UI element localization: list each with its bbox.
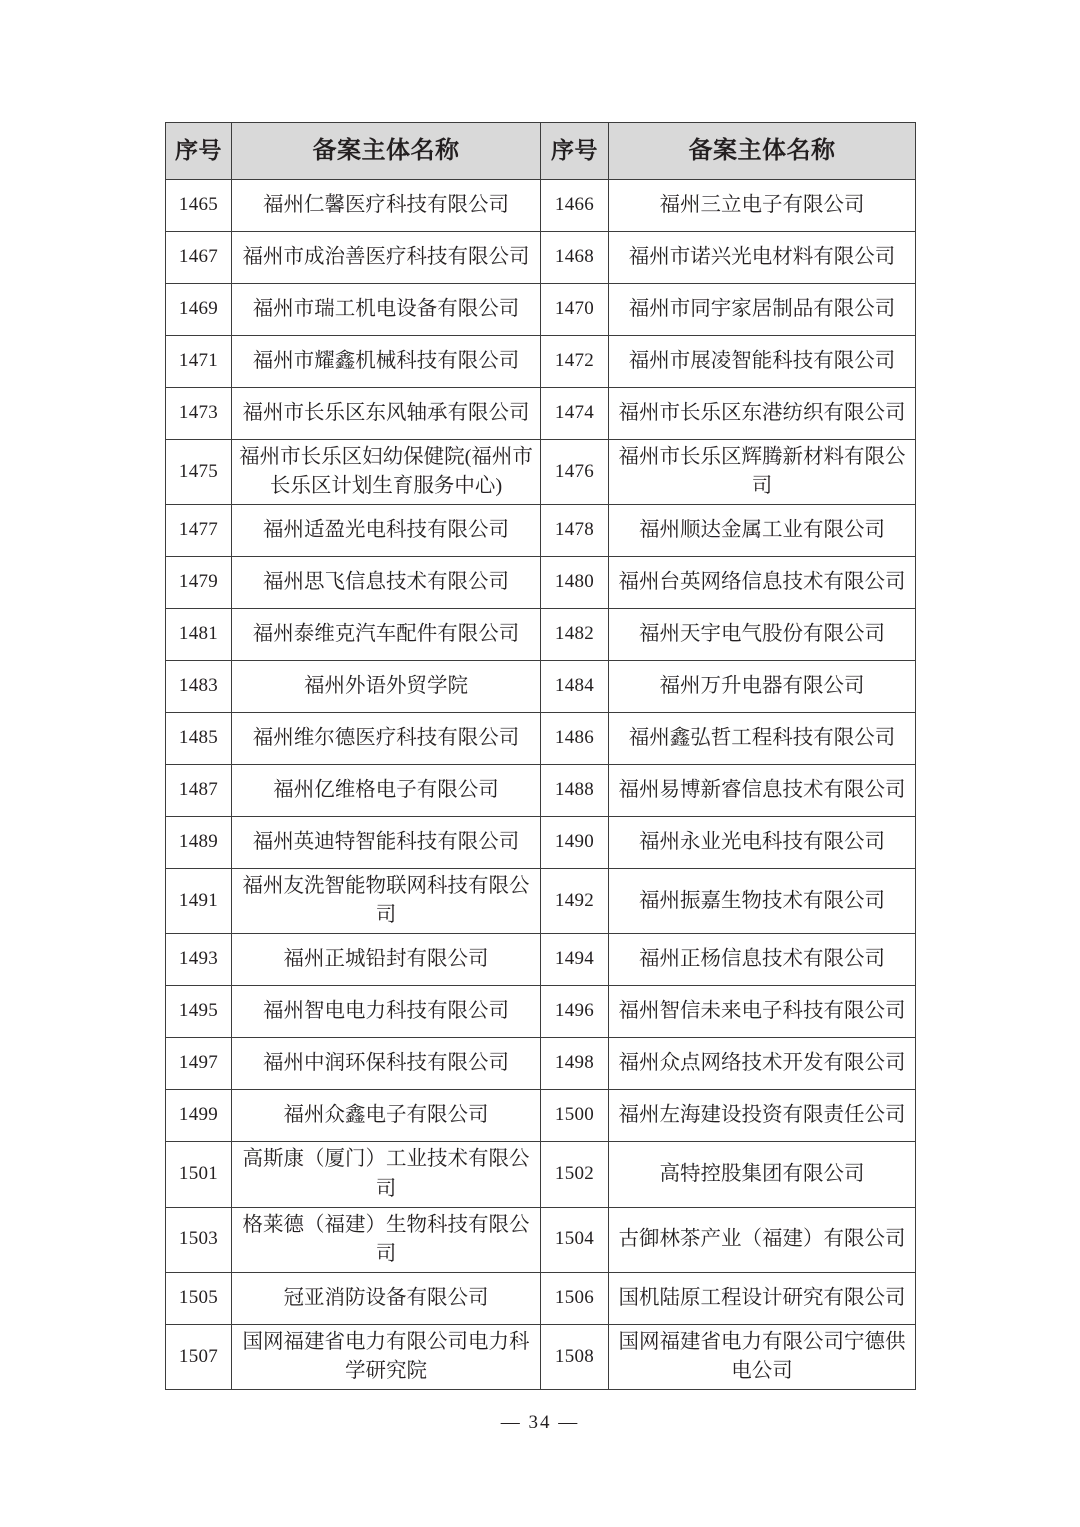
cell-name-left: [232, 1090, 541, 1142]
cell-seq-left: 1477: [166, 505, 232, 557]
table-row: [166, 557, 916, 609]
cell-seq-left: 1467: [166, 232, 232, 284]
cell-seq-right: 1478: [541, 505, 609, 557]
cell-name-left-text: 福州泰维克汽车配件有限公司: [252, 623, 520, 646]
cell-seq-left: 1471: [166, 336, 232, 388]
cell-name-right-text: 福州智信未来电子科技有限公司: [618, 1000, 906, 1023]
cell-seq-right: 1470: [541, 284, 609, 336]
table-row: [166, 284, 916, 336]
cell-name-right-text: 福州众点网络技术开发有限公司: [618, 1052, 906, 1075]
cell-name-right-text: 福州台英网络信息技术有限公司: [618, 571, 906, 594]
cell-seq-left: 1469: [166, 284, 232, 336]
cell-name-left: [232, 661, 541, 713]
cell-seq-right: 1504: [541, 1207, 609, 1272]
cell-name-right: [609, 817, 916, 869]
cell-name-right: [609, 232, 916, 284]
table-row: [166, 713, 916, 765]
cell-name-left: [232, 505, 541, 557]
cell-seq-right: 1472: [541, 336, 609, 388]
table-row: [166, 1090, 916, 1142]
cell-seq-right: 1502: [541, 1142, 609, 1207]
table-row: [166, 1142, 916, 1207]
cell-seq-right: 1498: [541, 1038, 609, 1090]
table-row: [166, 336, 916, 388]
table-row: [166, 661, 916, 713]
cell-name-right: [609, 440, 916, 505]
cell-name-left-text: 高斯康（厦门）工业技术有限公司: [242, 1148, 530, 1200]
cell-name-right-text: 福州市同宇家居制品有限公司: [628, 297, 896, 320]
column-header-name-left: 备案主体名称: [232, 123, 541, 180]
cell-name-right: [609, 388, 916, 440]
cell-name-right: [609, 557, 916, 609]
cell-name-right-text: 福州易博新睿信息技术有限公司: [618, 779, 906, 802]
table-row: [166, 934, 916, 986]
cell-name-right: [609, 609, 916, 661]
cell-name-left-text: 福州众鑫电子有限公司: [283, 1104, 489, 1127]
cell-name-left-text: 福州市瑞工机电设备有限公司: [252, 297, 520, 320]
table-row: [166, 1038, 916, 1090]
cell-seq-left: 1479: [166, 557, 232, 609]
cell-name-left: [232, 765, 541, 817]
cell-seq-left: 1507: [166, 1324, 232, 1389]
cell-seq-right: 1466: [541, 180, 609, 232]
cell-name-left: [232, 284, 541, 336]
cell-name-left: [232, 869, 541, 934]
table-body: [166, 180, 916, 1390]
cell-seq-right: 1480: [541, 557, 609, 609]
cell-name-right: [609, 1324, 916, 1389]
cell-name-left-text: 福州智电电力科技有限公司: [263, 1000, 509, 1023]
cell-name-right: [609, 869, 916, 934]
cell-seq-left: 1489: [166, 817, 232, 869]
cell-name-right: [609, 180, 916, 232]
cell-name-right: [609, 284, 916, 336]
cell-name-right-text: 福州鑫弘哲工程科技有限公司: [628, 727, 896, 750]
cell-name-right-text: 福州市长乐区辉腾新材料有限公司: [618, 446, 906, 498]
table-row: [166, 180, 916, 232]
cell-name-left: [232, 180, 541, 232]
cell-name-left: [232, 986, 541, 1038]
cell-name-left-text: 福州亿维格电子有限公司: [273, 779, 499, 802]
cell-seq-left: 1483: [166, 661, 232, 713]
cell-name-right-text: 福州市长乐区东港纺织有限公司: [618, 401, 906, 424]
cell-seq-left: 1493: [166, 934, 232, 986]
cell-name-right-text: 福州顺达金属工业有限公司: [639, 519, 885, 542]
cell-name-right: [609, 336, 916, 388]
cell-seq-right: 1486: [541, 713, 609, 765]
cell-seq-left: 1473: [166, 388, 232, 440]
cell-name-right-text: 福州市展凌智能科技有限公司: [628, 349, 896, 372]
cell-name-left-text: 福州市长乐区东风轴承有限公司: [242, 401, 530, 424]
cell-name-right: [609, 1090, 916, 1142]
cell-name-left: [232, 934, 541, 986]
table-row: [166, 609, 916, 661]
cell-name-left-text: 福州适盈光电科技有限公司: [263, 519, 509, 542]
cell-name-left-text: 福州仁馨医疗科技有限公司: [263, 193, 509, 216]
cell-name-left-text: 福州英迪特智能科技有限公司: [252, 831, 520, 854]
cell-seq-left: 1503: [166, 1207, 232, 1272]
cell-name-left: [232, 557, 541, 609]
cell-seq-left: 1481: [166, 609, 232, 661]
cell-name-right-text: 福州振嘉生物技术有限公司: [639, 889, 885, 912]
cell-name-right-text: 国网福建省电力有限公司宁德供电公司: [618, 1330, 906, 1382]
table-row: [166, 986, 916, 1038]
cell-name-right-text: 福州市诺兴光电材料有限公司: [628, 245, 896, 268]
cell-seq-left: 1465: [166, 180, 232, 232]
cell-name-right: [609, 1038, 916, 1090]
table-row: [166, 440, 916, 505]
cell-name-left: [232, 1038, 541, 1090]
cell-name-right: [609, 713, 916, 765]
cell-seq-left: 1499: [166, 1090, 232, 1142]
cell-seq-right: 1468: [541, 232, 609, 284]
cell-seq-left: 1487: [166, 765, 232, 817]
cell-name-left: [232, 1142, 541, 1207]
cell-name-left: [232, 609, 541, 661]
cell-name-left-text: 福州外语外贸学院: [304, 675, 468, 698]
table-header: [166, 123, 916, 180]
table-row: [166, 1272, 916, 1324]
cell-name-left: [232, 817, 541, 869]
cell-name-right: [609, 1207, 916, 1272]
cell-seq-right: 1474: [541, 388, 609, 440]
cell-name-right-text: 福州万升电器有限公司: [659, 675, 865, 698]
cell-name-left-text: 福州正城铅封有限公司: [283, 948, 489, 971]
cell-name-right: [609, 986, 916, 1038]
column-header-seq-left: 序号: [166, 123, 232, 180]
cell-name-right: [609, 1142, 916, 1207]
cell-name-left: [232, 713, 541, 765]
cell-seq-right: 1482: [541, 609, 609, 661]
column-header-seq-right: 序号: [541, 123, 609, 180]
table-row: [166, 505, 916, 557]
cell-name-right-text: 福州左海建设投资有限责任公司: [618, 1104, 906, 1127]
cell-name-left: [232, 440, 541, 505]
cell-name-left: [232, 1207, 541, 1272]
cell-seq-right: 1508: [541, 1324, 609, 1389]
cell-name-right: [609, 505, 916, 557]
cell-name-left-text: 福州中润环保科技有限公司: [263, 1052, 509, 1075]
cell-name-left-text: 福州市长乐区妇幼保健院(福州市长乐区计划生育服务中心): [239, 446, 533, 498]
table-row: [166, 765, 916, 817]
cell-name-left: [232, 336, 541, 388]
cell-seq-left: 1501: [166, 1142, 232, 1207]
cell-name-right: [609, 1272, 916, 1324]
cell-name-left-text: 福州思飞信息技术有限公司: [263, 571, 509, 594]
cell-name-right-text: 高特控股集团有限公司: [659, 1162, 865, 1185]
cell-name-left: [232, 232, 541, 284]
cell-name-right-text: 福州正杨信息技术有限公司: [639, 948, 885, 971]
cell-seq-right: 1492: [541, 869, 609, 934]
cell-name-left-text: 福州友洗智能物联网科技有限公司: [242, 875, 530, 927]
cell-seq-right: 1490: [541, 817, 609, 869]
cell-seq-right: 1500: [541, 1090, 609, 1142]
cell-seq-left: 1497: [166, 1038, 232, 1090]
table-row: [166, 1324, 916, 1389]
cell-name-left-text: 福州维尔德医疗科技有限公司: [252, 727, 520, 750]
cell-name-right-text: 国机陆原工程设计研究有限公司: [618, 1286, 906, 1309]
cell-seq-left: 1475: [166, 440, 232, 505]
registry-table-container: [165, 122, 915, 1390]
cell-seq-right: 1484: [541, 661, 609, 713]
cell-seq-left: 1485: [166, 713, 232, 765]
cell-seq-left: 1505: [166, 1272, 232, 1324]
cell-seq-right: 1494: [541, 934, 609, 986]
column-header-name-right: 备案主体名称: [609, 123, 916, 180]
cell-seq-right: 1476: [541, 440, 609, 505]
cell-name-left-text: 格莱德（福建）生物科技有限公司: [242, 1213, 530, 1265]
cell-name-left: [232, 1324, 541, 1389]
cell-seq-right: 1488: [541, 765, 609, 817]
cell-name-left: [232, 1272, 541, 1324]
cell-name-right: [609, 661, 916, 713]
cell-name-left-text: 冠亚消防设备有限公司: [283, 1286, 489, 1309]
cell-name-right: [609, 765, 916, 817]
cell-seq-left: 1495: [166, 986, 232, 1038]
cell-name-left-text: 国网福建省电力有限公司电力科学研究院: [242, 1330, 530, 1382]
registry-table: [165, 122, 916, 1390]
cell-seq-right: 1506: [541, 1272, 609, 1324]
cell-name-right-text: 福州天宇电气股份有限公司: [639, 623, 885, 646]
table-row: [166, 817, 916, 869]
table-row: [166, 1207, 916, 1272]
cell-name-left-text: 福州市耀鑫机械科技有限公司: [252, 349, 520, 372]
cell-name-left: [232, 388, 541, 440]
cell-name-right-text: 古御林茶产业（福建）有限公司: [618, 1228, 906, 1251]
table-row: [166, 388, 916, 440]
cell-seq-right: 1496: [541, 986, 609, 1038]
cell-name-right: [609, 934, 916, 986]
table-row: [166, 869, 916, 934]
table-row: [166, 232, 916, 284]
page-footer: — 34 —: [500, 1412, 580, 1433]
cell-seq-left: 1491: [166, 869, 232, 934]
table-header-row: [166, 123, 916, 180]
cell-name-left-text: 福州市成治善医疗科技有限公司: [242, 245, 530, 268]
cell-name-right-text: 福州三立电子有限公司: [659, 193, 865, 216]
cell-name-right-text: 福州永业光电科技有限公司: [639, 831, 885, 854]
